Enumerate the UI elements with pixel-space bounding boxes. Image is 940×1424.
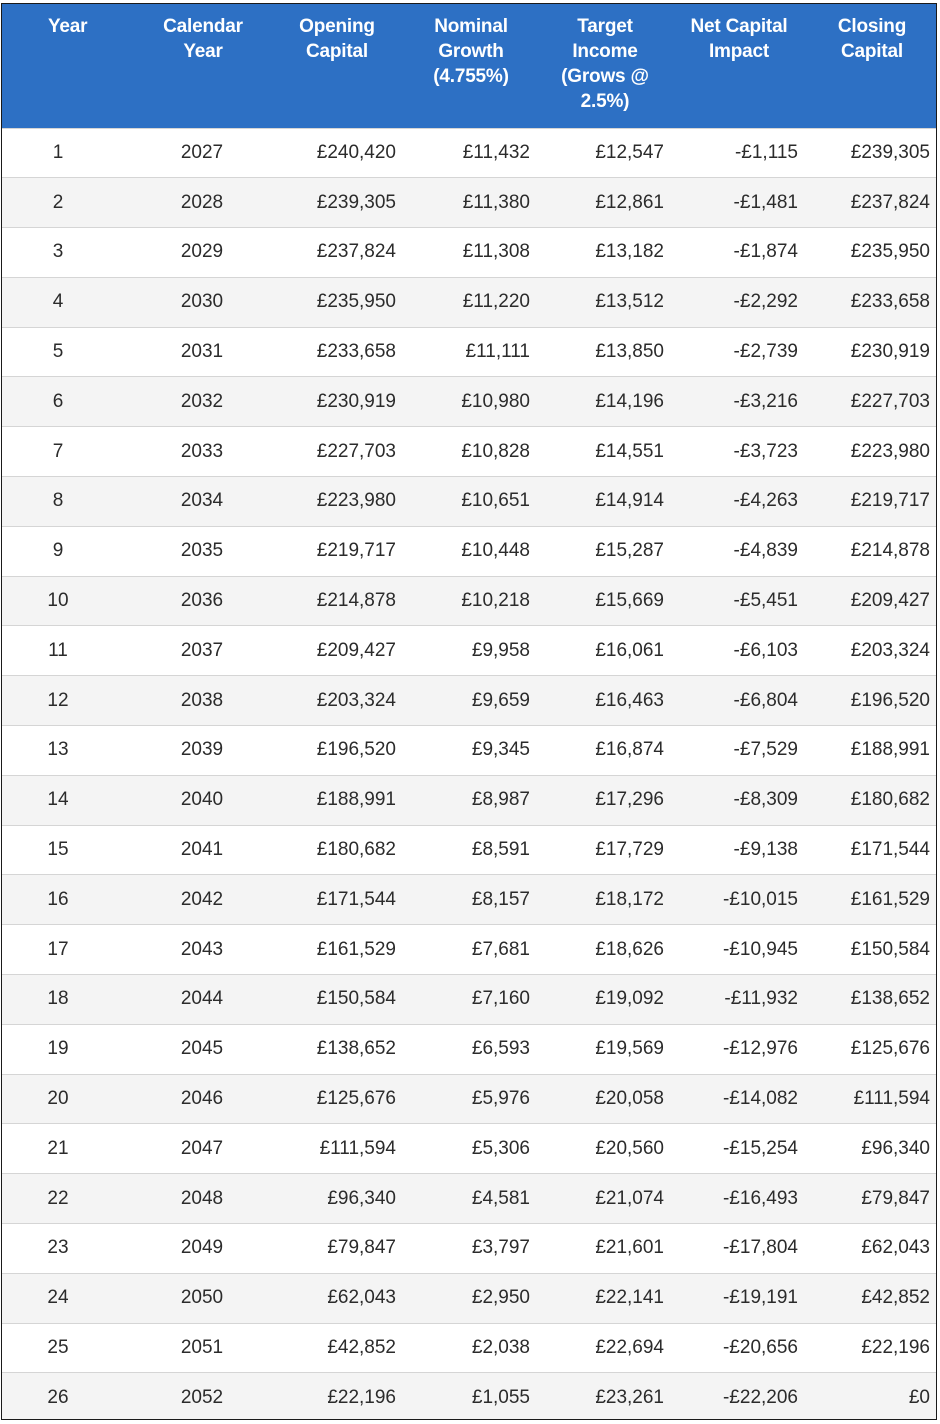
table-row	[2, 825, 937, 875]
table-row	[2, 875, 937, 925]
cell-closing-capital: £150,584	[850, 938, 930, 960]
cell-opening-capital: £161,529	[316, 938, 396, 960]
cell-year: 21	[47, 1137, 69, 1159]
table-row	[2, 925, 937, 975]
cell-closing-capital: £214,878	[850, 540, 930, 562]
cell-closing-capital: £233,658	[850, 291, 930, 313]
cell-target-income: £13,182	[595, 241, 664, 263]
cell-year: 5	[52, 341, 64, 363]
cell-nominal-growth: £7,160	[471, 988, 530, 1010]
cell-calendar-year: 2041	[180, 839, 224, 861]
cell-calendar-year: 2030	[180, 291, 224, 313]
column-header-line: Nominal	[434, 16, 508, 37]
column-header-line: Calendar	[163, 16, 243, 37]
cell-nominal-growth: £10,218	[461, 590, 530, 612]
column-header-line: Year	[183, 41, 223, 62]
table-row	[2, 626, 937, 676]
cell-closing-capital: £42,852	[861, 1287, 930, 1309]
cell-calendar-year: 2043	[180, 938, 224, 960]
table-row	[2, 1074, 937, 1124]
cell-closing-capital: £203,324	[850, 639, 930, 661]
cell-opening-capital: £223,980	[316, 490, 396, 512]
table-row	[2, 726, 937, 776]
column-header-opening-capital	[270, 4, 404, 128]
cell-year: 23	[47, 1237, 69, 1259]
table-row	[2, 228, 937, 278]
cell-year: 6	[52, 390, 64, 412]
cell-opening-capital: £233,658	[316, 341, 396, 363]
cell-target-income: £14,914	[595, 490, 664, 512]
cell-opening-capital: £171,544	[316, 888, 396, 910]
cell-target-income: £17,296	[595, 789, 664, 811]
cell-calendar-year: 2047	[180, 1137, 224, 1159]
cell-net-capital-impact: -£15,254	[722, 1137, 798, 1159]
cell-opening-capital: £219,717	[316, 540, 396, 562]
cell-calendar-year: 2049	[180, 1237, 224, 1259]
header-row	[2, 4, 937, 128]
cell-nominal-growth: £2,950	[471, 1287, 530, 1309]
cell-target-income: £16,463	[595, 689, 664, 711]
cell-nominal-growth: £2,038	[471, 1337, 530, 1359]
table-row	[2, 1323, 937, 1373]
table-row	[2, 427, 937, 477]
cell-target-income: £13,850	[595, 341, 664, 363]
cell-year: 8	[52, 490, 64, 512]
cell-calendar-year: 2042	[180, 888, 224, 910]
table-row	[2, 775, 937, 825]
cell-year: 22	[47, 1187, 69, 1209]
cell-net-capital-impact: -£19,191	[722, 1287, 798, 1309]
cell-closing-capital: £188,991	[850, 739, 930, 761]
cell-closing-capital: £79,847	[861, 1187, 930, 1209]
column-header-closing-capital	[806, 4, 937, 128]
cell-nominal-growth: £8,157	[471, 888, 530, 910]
cell-net-capital-impact: -£10,015	[722, 888, 798, 910]
cell-target-income: £18,172	[595, 888, 664, 910]
table-row	[2, 1174, 937, 1224]
cell-opening-capital: £235,950	[316, 291, 396, 313]
cell-target-income: £22,694	[595, 1337, 664, 1359]
table-row	[2, 676, 937, 726]
cell-net-capital-impact: -£16,493	[722, 1187, 798, 1209]
cell-target-income: £12,861	[595, 191, 664, 213]
cell-opening-capital: £180,682	[316, 839, 396, 861]
cell-target-income: £16,874	[595, 739, 664, 761]
cell-nominal-growth: £10,448	[461, 540, 530, 562]
cell-closing-capital: £22,196	[861, 1337, 930, 1359]
cell-opening-capital: £227,703	[316, 440, 396, 462]
column-header-line: Growth	[438, 41, 504, 62]
cell-opening-capital: £150,584	[316, 988, 396, 1010]
cell-year: 14	[47, 789, 69, 811]
cell-closing-capital: £62,043	[861, 1237, 930, 1259]
cell-opening-capital: £125,676	[316, 1088, 396, 1110]
cell-nominal-growth: £11,432	[462, 141, 530, 163]
cell-nominal-growth: £4,581	[471, 1187, 530, 1209]
cell-net-capital-impact: -£20,656	[722, 1337, 798, 1359]
cell-closing-capital: £161,529	[850, 888, 930, 910]
cell-calendar-year: 2050	[180, 1287, 224, 1309]
cell-nominal-growth: £5,306	[471, 1137, 530, 1159]
cell-opening-capital: £196,520	[316, 739, 396, 761]
cell-year: 4	[52, 291, 64, 313]
cell-opening-capital: £239,305	[316, 191, 396, 213]
cell-calendar-year: 2044	[180, 988, 224, 1010]
column-header-line: Income	[572, 41, 638, 62]
column-header-line: Capital	[841, 41, 903, 62]
cell-target-income: £19,569	[595, 1038, 664, 1060]
cell-nominal-growth: £8,591	[471, 839, 530, 861]
cell-opening-capital: £237,824	[316, 241, 396, 263]
cell-year: 2	[52, 191, 64, 213]
cell-net-capital-impact: -£1,115	[734, 141, 798, 163]
cell-year: 19	[47, 1038, 69, 1060]
column-header-line: (Grows @	[561, 66, 649, 87]
cell-opening-capital: £22,196	[327, 1387, 396, 1409]
cell-closing-capital: £219,717	[850, 490, 930, 512]
cell-calendar-year: 2045	[180, 1038, 224, 1060]
cell-target-income: £16,061	[595, 639, 664, 661]
column-header-calendar-year	[136, 4, 270, 128]
cell-nominal-growth: £1,055	[471, 1387, 530, 1409]
cell-closing-capital: £171,544	[850, 839, 930, 861]
cell-opening-capital: £138,652	[316, 1038, 396, 1060]
cell-closing-capital: £96,340	[861, 1137, 930, 1159]
cell-opening-capital: £96,340	[327, 1187, 396, 1209]
table-row	[2, 576, 937, 626]
cell-year: 11	[48, 639, 68, 661]
cell-nominal-growth: £11,111	[465, 341, 530, 363]
cell-net-capital-impact: -£6,804	[733, 689, 798, 711]
cell-calendar-year: 2028	[180, 191, 224, 213]
cell-year: 1	[52, 141, 64, 163]
cell-year: 26	[47, 1387, 69, 1409]
column-header-line: Net Capital	[690, 16, 788, 37]
cell-nominal-growth: £11,308	[462, 241, 530, 263]
cell-closing-capital: £196,520	[850, 689, 930, 711]
cell-closing-capital: £209,427	[850, 590, 930, 612]
cell-net-capital-impact: -£6,103	[733, 639, 798, 661]
cell-calendar-year: 2040	[180, 789, 224, 811]
cell-nominal-growth: £3,797	[471, 1237, 530, 1259]
cell-opening-capital: £42,852	[327, 1337, 396, 1359]
table-body	[2, 128, 937, 1420]
cell-net-capital-impact: -£2,739	[733, 341, 798, 363]
cell-target-income: £17,729	[595, 839, 664, 861]
cell-opening-capital: £62,043	[327, 1287, 396, 1309]
cell-calendar-year: 2052	[180, 1387, 224, 1409]
cell-nominal-growth: £7,681	[471, 938, 530, 960]
cell-target-income: £19,092	[595, 988, 664, 1010]
cell-nominal-growth: £10,980	[461, 390, 530, 412]
column-header-line: Capital	[306, 41, 368, 62]
table-row	[2, 178, 937, 228]
cell-calendar-year: 2036	[180, 590, 224, 612]
cell-closing-capital: £227,703	[850, 390, 930, 412]
cell-calendar-year: 2032	[180, 390, 224, 412]
cell-net-capital-impact: -£14,082	[722, 1088, 798, 1110]
cell-net-capital-impact: -£12,976	[722, 1038, 798, 1060]
cell-calendar-year: 2034	[180, 490, 224, 512]
column-header-target-income	[538, 4, 672, 128]
cell-year: 16	[47, 888, 69, 910]
cell-nominal-growth: £9,958	[471, 639, 530, 661]
cell-net-capital-impact: -£10,945	[722, 938, 798, 960]
table-row	[2, 377, 937, 427]
cell-target-income: £15,669	[595, 590, 664, 612]
cell-year: 10	[47, 590, 69, 612]
cell-opening-capital: £188,991	[316, 789, 396, 811]
table-row	[2, 1024, 937, 1074]
column-header-line: Year	[48, 16, 88, 37]
column-header-nominal-growth	[404, 4, 538, 128]
cell-opening-capital: £203,324	[316, 689, 396, 711]
column-header-line: Target	[577, 16, 633, 37]
capital-projection-table	[2, 4, 937, 1420]
table-row	[2, 526, 937, 576]
cell-calendar-year: 2033	[180, 440, 224, 462]
table-row	[2, 327, 937, 377]
cell-closing-capital: £0	[908, 1387, 930, 1409]
cell-closing-capital: £239,305	[850, 141, 930, 163]
column-header-year	[2, 4, 136, 128]
column-header-line: Closing	[837, 16, 907, 37]
table-row	[2, 975, 937, 1025]
capital-projection-table-container	[1, 3, 937, 1420]
table-header	[2, 4, 937, 128]
cell-target-income: £14,551	[595, 440, 664, 462]
cell-target-income: £23,261	[595, 1387, 664, 1409]
cell-calendar-year: 2031	[180, 341, 224, 363]
cell-year: 15	[47, 839, 69, 861]
cell-closing-capital: £180,682	[850, 789, 930, 811]
table-row	[2, 1273, 937, 1323]
table-row	[2, 477, 937, 527]
cell-net-capital-impact: -£11,932	[724, 988, 798, 1010]
cell-nominal-growth: £9,345	[471, 739, 530, 761]
cell-net-capital-impact: -£2,292	[733, 291, 798, 313]
cell-nominal-growth: £11,380	[462, 191, 530, 213]
cell-year: 9	[52, 540, 64, 562]
cell-nominal-growth: £5,976	[471, 1088, 530, 1110]
cell-nominal-growth: £10,828	[461, 440, 530, 462]
cell-calendar-year: 2037	[180, 639, 224, 661]
cell-target-income: £22,141	[595, 1287, 664, 1309]
cell-closing-capital: £237,824	[850, 191, 930, 213]
cell-nominal-growth: £9,659	[471, 689, 530, 711]
cell-target-income: £15,287	[595, 540, 664, 562]
cell-nominal-growth: £8,987	[471, 789, 530, 811]
table-row	[2, 1224, 937, 1274]
cell-target-income: £21,601	[595, 1237, 664, 1259]
cell-closing-capital: £138,652	[850, 988, 930, 1010]
cell-closing-capital: £230,919	[850, 341, 930, 363]
cell-calendar-year: 2039	[180, 739, 224, 761]
cell-year: 13	[47, 739, 69, 761]
cell-year: 3	[52, 241, 64, 263]
table-row	[2, 277, 937, 327]
cell-nominal-growth: £11,220	[462, 291, 530, 313]
cell-calendar-year: 2048	[180, 1187, 224, 1209]
cell-closing-capital: £111,594	[853, 1088, 930, 1110]
cell-year: 24	[47, 1287, 69, 1309]
cell-year: 20	[47, 1088, 69, 1110]
cell-net-capital-impact: -£1,481	[733, 191, 798, 213]
cell-calendar-year: 2027	[180, 141, 224, 163]
cell-opening-capital: £79,847	[327, 1237, 396, 1259]
cell-target-income: £14,196	[595, 390, 664, 412]
cell-opening-capital: £214,878	[316, 590, 396, 612]
column-header-net-capital-impact	[672, 4, 806, 128]
cell-target-income: £20,560	[595, 1137, 664, 1159]
cell-calendar-year: 2051	[180, 1337, 224, 1359]
column-header-line: Opening	[299, 16, 375, 37]
cell-calendar-year: 2046	[180, 1088, 224, 1110]
cell-net-capital-impact: -£3,216	[733, 390, 798, 412]
cell-opening-capital: £209,427	[316, 639, 396, 661]
cell-target-income: £13,512	[595, 291, 664, 313]
cell-opening-capital: £230,919	[316, 390, 396, 412]
cell-net-capital-impact: -£7,529	[733, 739, 798, 761]
cell-closing-capital: £235,950	[850, 241, 930, 263]
cell-target-income: £12,547	[595, 141, 664, 163]
cell-closing-capital: £223,980	[850, 440, 930, 462]
cell-net-capital-impact: -£4,839	[733, 540, 798, 562]
cell-calendar-year: 2035	[180, 540, 224, 562]
column-header-line: 2.5%)	[580, 91, 630, 112]
cell-year: 17	[47, 938, 69, 960]
cell-net-capital-impact: -£3,723	[733, 440, 798, 462]
cell-calendar-year: 2029	[180, 241, 224, 263]
cell-net-capital-impact: -£4,263	[733, 490, 798, 512]
cell-year: 12	[47, 689, 69, 711]
cell-calendar-year: 2038	[180, 689, 224, 711]
cell-year: 18	[47, 988, 69, 1010]
table-row	[2, 1373, 937, 1420]
cell-net-capital-impact: -£17,804	[722, 1237, 798, 1259]
cell-year: 7	[52, 440, 64, 462]
cell-target-income: £18,626	[595, 938, 664, 960]
cell-closing-capital: £125,676	[850, 1038, 930, 1060]
cell-opening-capital: £240,420	[316, 141, 396, 163]
table-row	[2, 128, 937, 178]
cell-net-capital-impact: -£5,451	[733, 590, 798, 612]
cell-net-capital-impact: -£1,874	[733, 241, 798, 263]
cell-nominal-growth: £10,651	[461, 490, 530, 512]
cell-net-capital-impact: -£22,206	[722, 1387, 798, 1409]
cell-net-capital-impact: -£9,138	[733, 839, 798, 861]
cell-net-capital-impact: -£8,309	[733, 789, 798, 811]
cell-opening-capital: £111,594	[319, 1137, 396, 1159]
cell-target-income: £20,058	[595, 1088, 664, 1110]
cell-year: 25	[47, 1337, 69, 1359]
cell-nominal-growth: £6,593	[471, 1038, 530, 1060]
cell-target-income: £21,074	[595, 1187, 664, 1209]
column-header-line: (4.755%)	[433, 66, 509, 87]
column-header-line: Impact	[708, 41, 770, 62]
table-row	[2, 1124, 937, 1174]
